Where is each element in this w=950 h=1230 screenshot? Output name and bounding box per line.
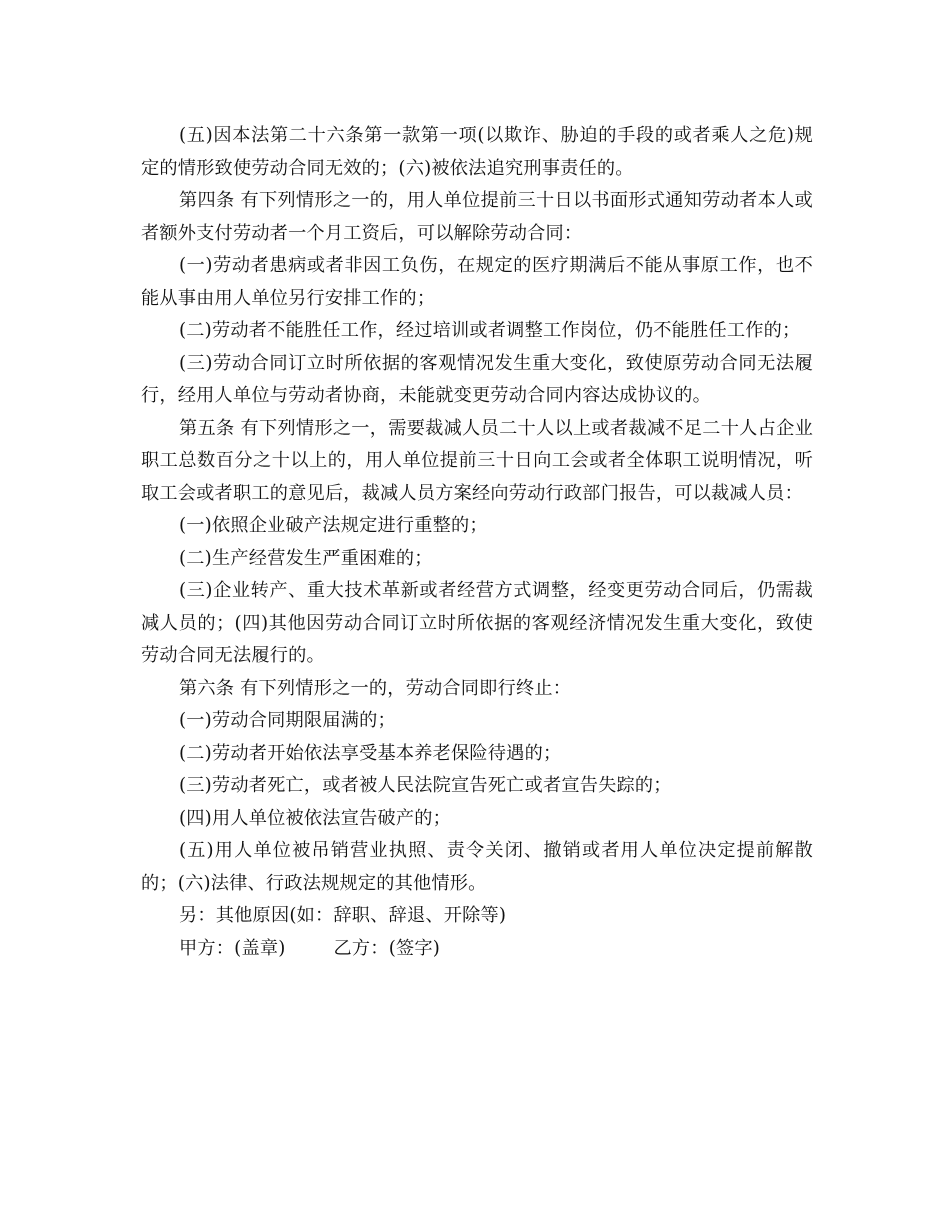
article-5-item-1: (一)依照企业破产法规定进行重整的；: [179, 515, 488, 536]
article-4-item-1: (一)劳动者患病或者非因工负伤，在规定的医疗期满后不能从事原工作，也不能从事由用人单位另行安排工作的；: [141, 255, 813, 309]
party-b-signature-label: 乙方：(签字): [333, 937, 441, 959]
article-5-item-2: (二)生产经营发生严重困难的；: [179, 547, 433, 569]
article-4-item-3: (三)劳动合同订立时所依据的客观情况发生重大变化，致使原劳动合同无法履行，经用人单位与劳动者协商，未能就变更劳动合同内容达成协议的。: [141, 352, 813, 406]
document-body: [141, 120, 813, 965]
article-6-item-3: (三)劳动者死亡，或者被人民法院宣告死亡或者宣告失踪的；: [179, 775, 672, 796]
signature-line: [141, 933, 813, 966]
article-5-heading: 第五条 有下列情形之一，需要裁减人员二十人以上或者裁减不足二十人占企业职工总数百分之十以上的，用人单位提前三十日向工会或者全体职工说明情况，听取工会或者职工的意见后，裁减人员方案经向劳动行政部门报告，可以裁减人员：: [141, 417, 813, 504]
party-a-seal-label: 甲方：(盖章): [179, 937, 286, 959]
other-reasons-note: 另：其他原因(如：辞职、辞退、开除等): [179, 905, 507, 926]
article-6-heading: 第六条 有下列情形之一的，劳动合同即行终止：: [179, 677, 572, 699]
article-6-item-2: (二)劳动者开始依法享受基本养老保险待遇的；: [179, 742, 562, 764]
article-4-item-2: (二)劳动者不能胜任工作，经过培训或者调整工作岗位，仍不能胜任工作的；: [179, 320, 801, 341]
article-6-item-5-6: (五)用人单位被吊销营业执照、责令关闭、撤销或者用人单位决定提前解散的；(六)法律、行政法规规定的其他情形。: [141, 840, 813, 894]
article-5-item-3-4: (三)企业转产、重大技术革新或者经营方式调整，经变更劳动合同后，仍需裁减人员的；(四)其他因劳动合同订立时所依据的客观经济情况发生重大变化，致使劳动合同无法履行的。: [141, 580, 813, 666]
article-4-heading: 第四条 有下列情形之一的，用人单位提前三十日以书面形式通知劳动者本人或者额外支付劳动者一个月工资后，可以解除劳动合同：: [141, 190, 813, 244]
article-6-item-4: (四)用人单位被依法宣告破产的；: [179, 807, 452, 829]
article-6-item-1: (一)劳动合同期限届满的；: [179, 710, 396, 731]
paragraph-item-5-6: (五)因本法第二十六条第一款第一项(以欺诈、胁迫的手段的或者乘人之危)规定的情形致使劳动合同无效的；(六)被依法追究刑事责任的。: [141, 125, 813, 179]
